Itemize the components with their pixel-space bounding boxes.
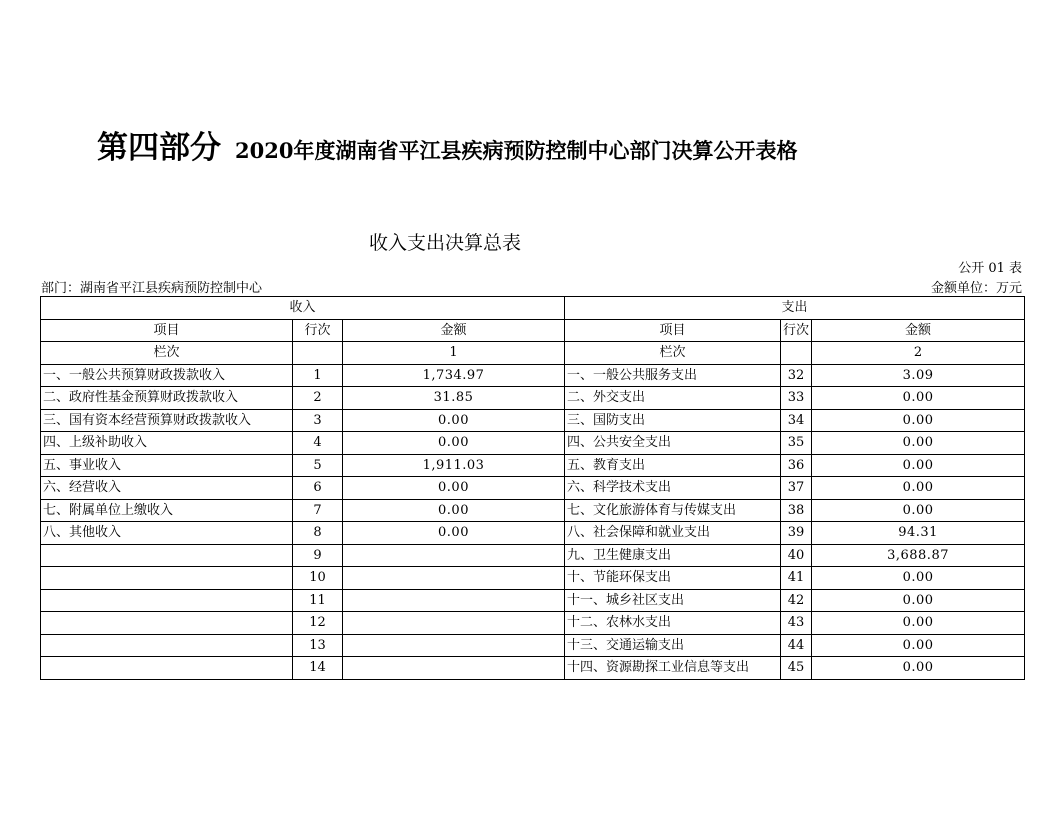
income-item [41,589,293,612]
expense-line-header: 行次 [781,319,812,342]
expense-line-number: 45 [781,657,812,680]
income-amount: 1,734.97 [343,364,565,387]
income-header: 收入 [41,297,565,320]
table-row [41,499,1025,522]
expense-amount: 0.00 [812,612,1025,635]
expense-amount: 0.00 [812,567,1025,590]
column-number-row [41,342,1025,365]
expense-item: 六、科学技术支出 [565,477,781,500]
section-header-row [41,297,1025,320]
expense-item: 十、节能环保支出 [565,567,781,590]
expense-line-number: 43 [781,612,812,635]
income-amount: 0.00 [343,522,565,545]
expense-colnum-label: 栏次 [565,342,781,365]
expense-line-number: 39 [781,522,812,545]
income-amount: 0.00 [343,499,565,522]
expense-amount: 0.00 [812,409,1025,432]
income-item: 八、其他收入 [41,522,293,545]
income-amount: 0.00 [343,432,565,455]
income-amount: 31.85 [343,387,565,410]
expense-line-number: 40 [781,544,812,567]
expense-amount: 0.00 [812,477,1025,500]
table-title: 收入支出决算总表 [369,232,522,254]
expense-item: 七、文化旅游体育与传媒支出 [565,499,781,522]
income-item: 六、经营收入 [41,477,293,500]
income-expense-table [40,296,1025,680]
table-row [41,477,1025,500]
income-item [41,657,293,680]
table-row [41,567,1025,590]
expense-amount: 0.00 [812,589,1025,612]
income-line-number: 1 [293,364,343,387]
income-line-number: 3 [293,409,343,432]
income-amount: 1,911.03 [343,454,565,477]
document-heading [97,122,797,167]
expense-colnum-value: 2 [812,342,1025,365]
expense-item: 一、一般公共服务支出 [565,364,781,387]
expense-amount: 0.00 [812,634,1025,657]
expense-amount: 0.00 [812,432,1025,455]
table-row [41,432,1025,455]
income-line-number: 11 [293,589,343,612]
table-row [41,364,1025,387]
income-item [41,544,293,567]
income-item [41,567,293,590]
expense-amount: 94.31 [812,522,1025,545]
document-title: 2020年度湖南省平江县疾病预防控制中心部门决算公开表格 [235,138,798,163]
expense-line-number: 42 [781,589,812,612]
expense-colnum-blank [781,342,812,365]
table-row [41,409,1025,432]
expense-item: 八、社会保障和就业支出 [565,522,781,545]
expense-item: 九、卫生健康支出 [565,544,781,567]
expense-item: 十三、交通运输支出 [565,634,781,657]
income-line-number: 8 [293,522,343,545]
income-line-number: 10 [293,567,343,590]
income-line-number: 4 [293,432,343,455]
income-amount [343,634,565,657]
income-item: 五、事业收入 [41,454,293,477]
income-item: 三、国有资本经营预算财政拨款收入 [41,409,293,432]
expense-amount: 3.09 [812,364,1025,387]
expense-amount: 0.00 [812,499,1025,522]
expense-line-number: 33 [781,387,812,410]
income-amount [343,567,565,590]
column-header-row [41,319,1025,342]
expense-item-header: 项目 [565,319,781,342]
table-row [41,454,1025,477]
income-line-number: 7 [293,499,343,522]
income-item: 二、政府性基金预算财政拨款收入 [41,387,293,410]
expense-line-number: 41 [781,567,812,590]
income-colnum-blank [293,342,343,365]
income-colnum-label: 栏次 [41,342,293,365]
income-colnum-value: 1 [343,342,565,365]
expense-line-number: 38 [781,499,812,522]
expense-amount-header: 金额 [812,319,1025,342]
income-amount [343,544,565,567]
expense-item: 十四、资源勘探工业信息等支出 [565,657,781,680]
income-line-number: 6 [293,477,343,500]
income-line-number: 2 [293,387,343,410]
expense-item: 十二、农林水支出 [565,612,781,635]
expense-line-number: 36 [781,454,812,477]
income-item [41,612,293,635]
part-label: 第四部分 [97,130,221,166]
expense-amount: 0.00 [812,387,1025,410]
income-line-number: 14 [293,657,343,680]
table-row [41,522,1025,545]
expense-line-number: 44 [781,634,812,657]
income-item-header: 项目 [41,319,293,342]
expense-item: 四、公共安全支出 [565,432,781,455]
expense-amount: 0.00 [812,657,1025,680]
amount-unit-label: 金额单位：万元 [930,281,1022,296]
expense-line-number: 37 [781,477,812,500]
income-amount: 0.00 [343,409,565,432]
table-row [41,634,1025,657]
expense-header: 支出 [565,297,1025,320]
income-item: 一、一般公共预算财政拨款收入 [41,364,293,387]
table-row [41,387,1025,410]
income-amount [343,612,565,635]
income-item [41,634,293,657]
table-row [41,612,1025,635]
expense-item: 二、外交支出 [565,387,781,410]
expense-item: 三、国防支出 [565,409,781,432]
expense-amount: 0.00 [812,454,1025,477]
expense-line-number: 35 [781,432,812,455]
expense-item: 十一、城乡社区支出 [565,589,781,612]
income-line-number: 12 [293,612,343,635]
form-number: 公开 01 表 [958,261,1022,276]
department-label: 部门：湖南省平江县疾病预防控制中心 [41,281,263,296]
expense-item: 五、教育支出 [565,454,781,477]
expense-line-number: 32 [781,364,812,387]
income-line-number: 5 [293,454,343,477]
table-row [41,544,1025,567]
income-line-number: 9 [293,544,343,567]
table-row [41,657,1025,680]
table-row [41,589,1025,612]
income-item: 四、上级补助收入 [41,432,293,455]
income-line-number: 13 [293,634,343,657]
income-amount [343,589,565,612]
income-amount [343,657,565,680]
income-line-header: 行次 [293,319,343,342]
expense-amount: 3,688.87 [812,544,1025,567]
expense-line-number: 34 [781,409,812,432]
income-item: 七、附属单位上缴收入 [41,499,293,522]
income-amount: 0.00 [343,477,565,500]
income-amount-header: 金额 [343,319,565,342]
